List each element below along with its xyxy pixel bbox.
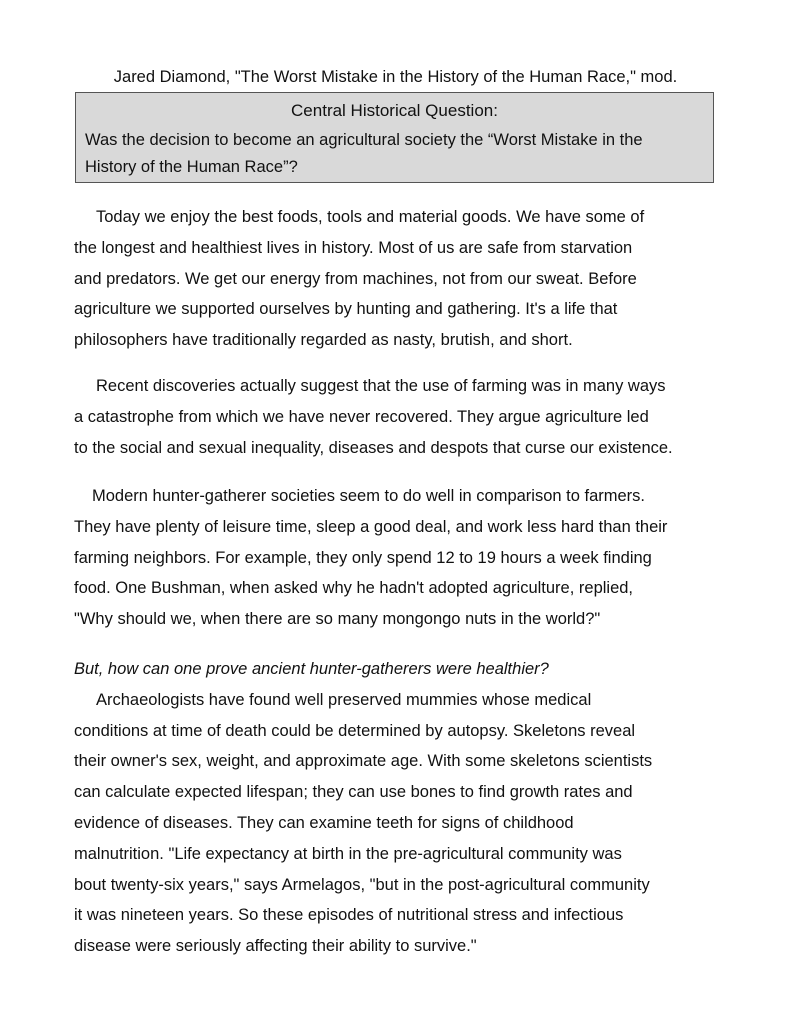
paragraph-line: food. One Bushman, when asked why he hadn't adopted agriculture, replied, — [74, 579, 634, 598]
paragraph-line: "Why should we, when there are so many mongongo nuts in the world?" — [74, 610, 601, 629]
paragraph-line: Recent discoveries actually suggest that the use of farming was in many ways — [96, 377, 666, 395]
paragraph-line: philosophers have traditionally regarded as nasty, brutish, and short. — [74, 331, 573, 350]
paragraph-line: Today we enjoy the best foods, tools and material goods. We have some of — [96, 208, 645, 226]
paragraph-hunter-gatherers — [74, 481, 719, 635]
paragraph-line: malnutrition. "Life expectancy at birth in the pre-agricultural community was — [74, 844, 622, 863]
paragraph-line: bout twenty-six years," says Armelagos, "but in the post-agricultural community — [74, 875, 650, 894]
central-question-line: Was the decision to become an agricultural society the “Worst Mistake in the — [85, 131, 643, 149]
paragraph-modern-life — [74, 202, 719, 356]
paragraph-line: Archaeologists have found well preserved mummies whose medical — [96, 690, 592, 709]
paragraph-line: to the social and sexual inequality, diseases and despots that curse our existence. — [74, 438, 673, 457]
paragraph-line: evidence of diseases. They can examine teeth for signs of childhood — [74, 813, 574, 832]
paragraph-line: a catastrophe from which we have never recovered. They argue agriculture led — [74, 407, 649, 426]
paragraph-line: They have plenty of leisure time, sleep a good deal, and work less hard than their — [74, 517, 668, 536]
paragraph-line: the longest and healthiest lives in history. Most of us are safe from starvation — [74, 238, 633, 257]
paragraph-recent-discoveries — [74, 371, 719, 463]
paragraph-line: farming neighbors. For example, they only spend 12 to 19 hours a week finding — [74, 548, 652, 567]
source-citation: Jared Diamond, "The Worst Mistake in the History of the Human Race," mod. — [113, 68, 678, 86]
paragraph-line: their owner's sex, weight, and approximate age. With some skeletons scientists — [74, 752, 653, 771]
paragraph-line: conditions at time of death could be determined by autopsy. Skeletons reveal — [74, 721, 636, 740]
paragraph-line: Modern hunter-gatherer societies seem to do well in comparison to farmers. — [92, 487, 645, 505]
central-question-title: Central Historical Question: — [291, 101, 498, 120]
paragraph-archaeology — [74, 654, 719, 962]
central-question-box — [75, 92, 714, 183]
central-question-line: History of the Human Race”? — [85, 158, 298, 176]
paragraph-line: agriculture we supported ourselves by hunting and gathering. It's a life that — [74, 300, 618, 319]
paragraph-line: disease were seriously affecting their ability to survive." — [74, 937, 477, 956]
central-question-text — [85, 127, 705, 181]
paragraph-line: it was nineteen years. So these episodes of nutritional stress and infectious — [74, 906, 624, 925]
paragraph-line: and predators. We get our energy from machines, not from our sweat. Before — [74, 269, 637, 288]
paragraph-line: can calculate expected lifespan; they can use bones to find growth rates and — [74, 783, 633, 802]
section-subheading: But, how can one prove ancient hunter-gatherers were healthier? — [74, 660, 549, 678]
